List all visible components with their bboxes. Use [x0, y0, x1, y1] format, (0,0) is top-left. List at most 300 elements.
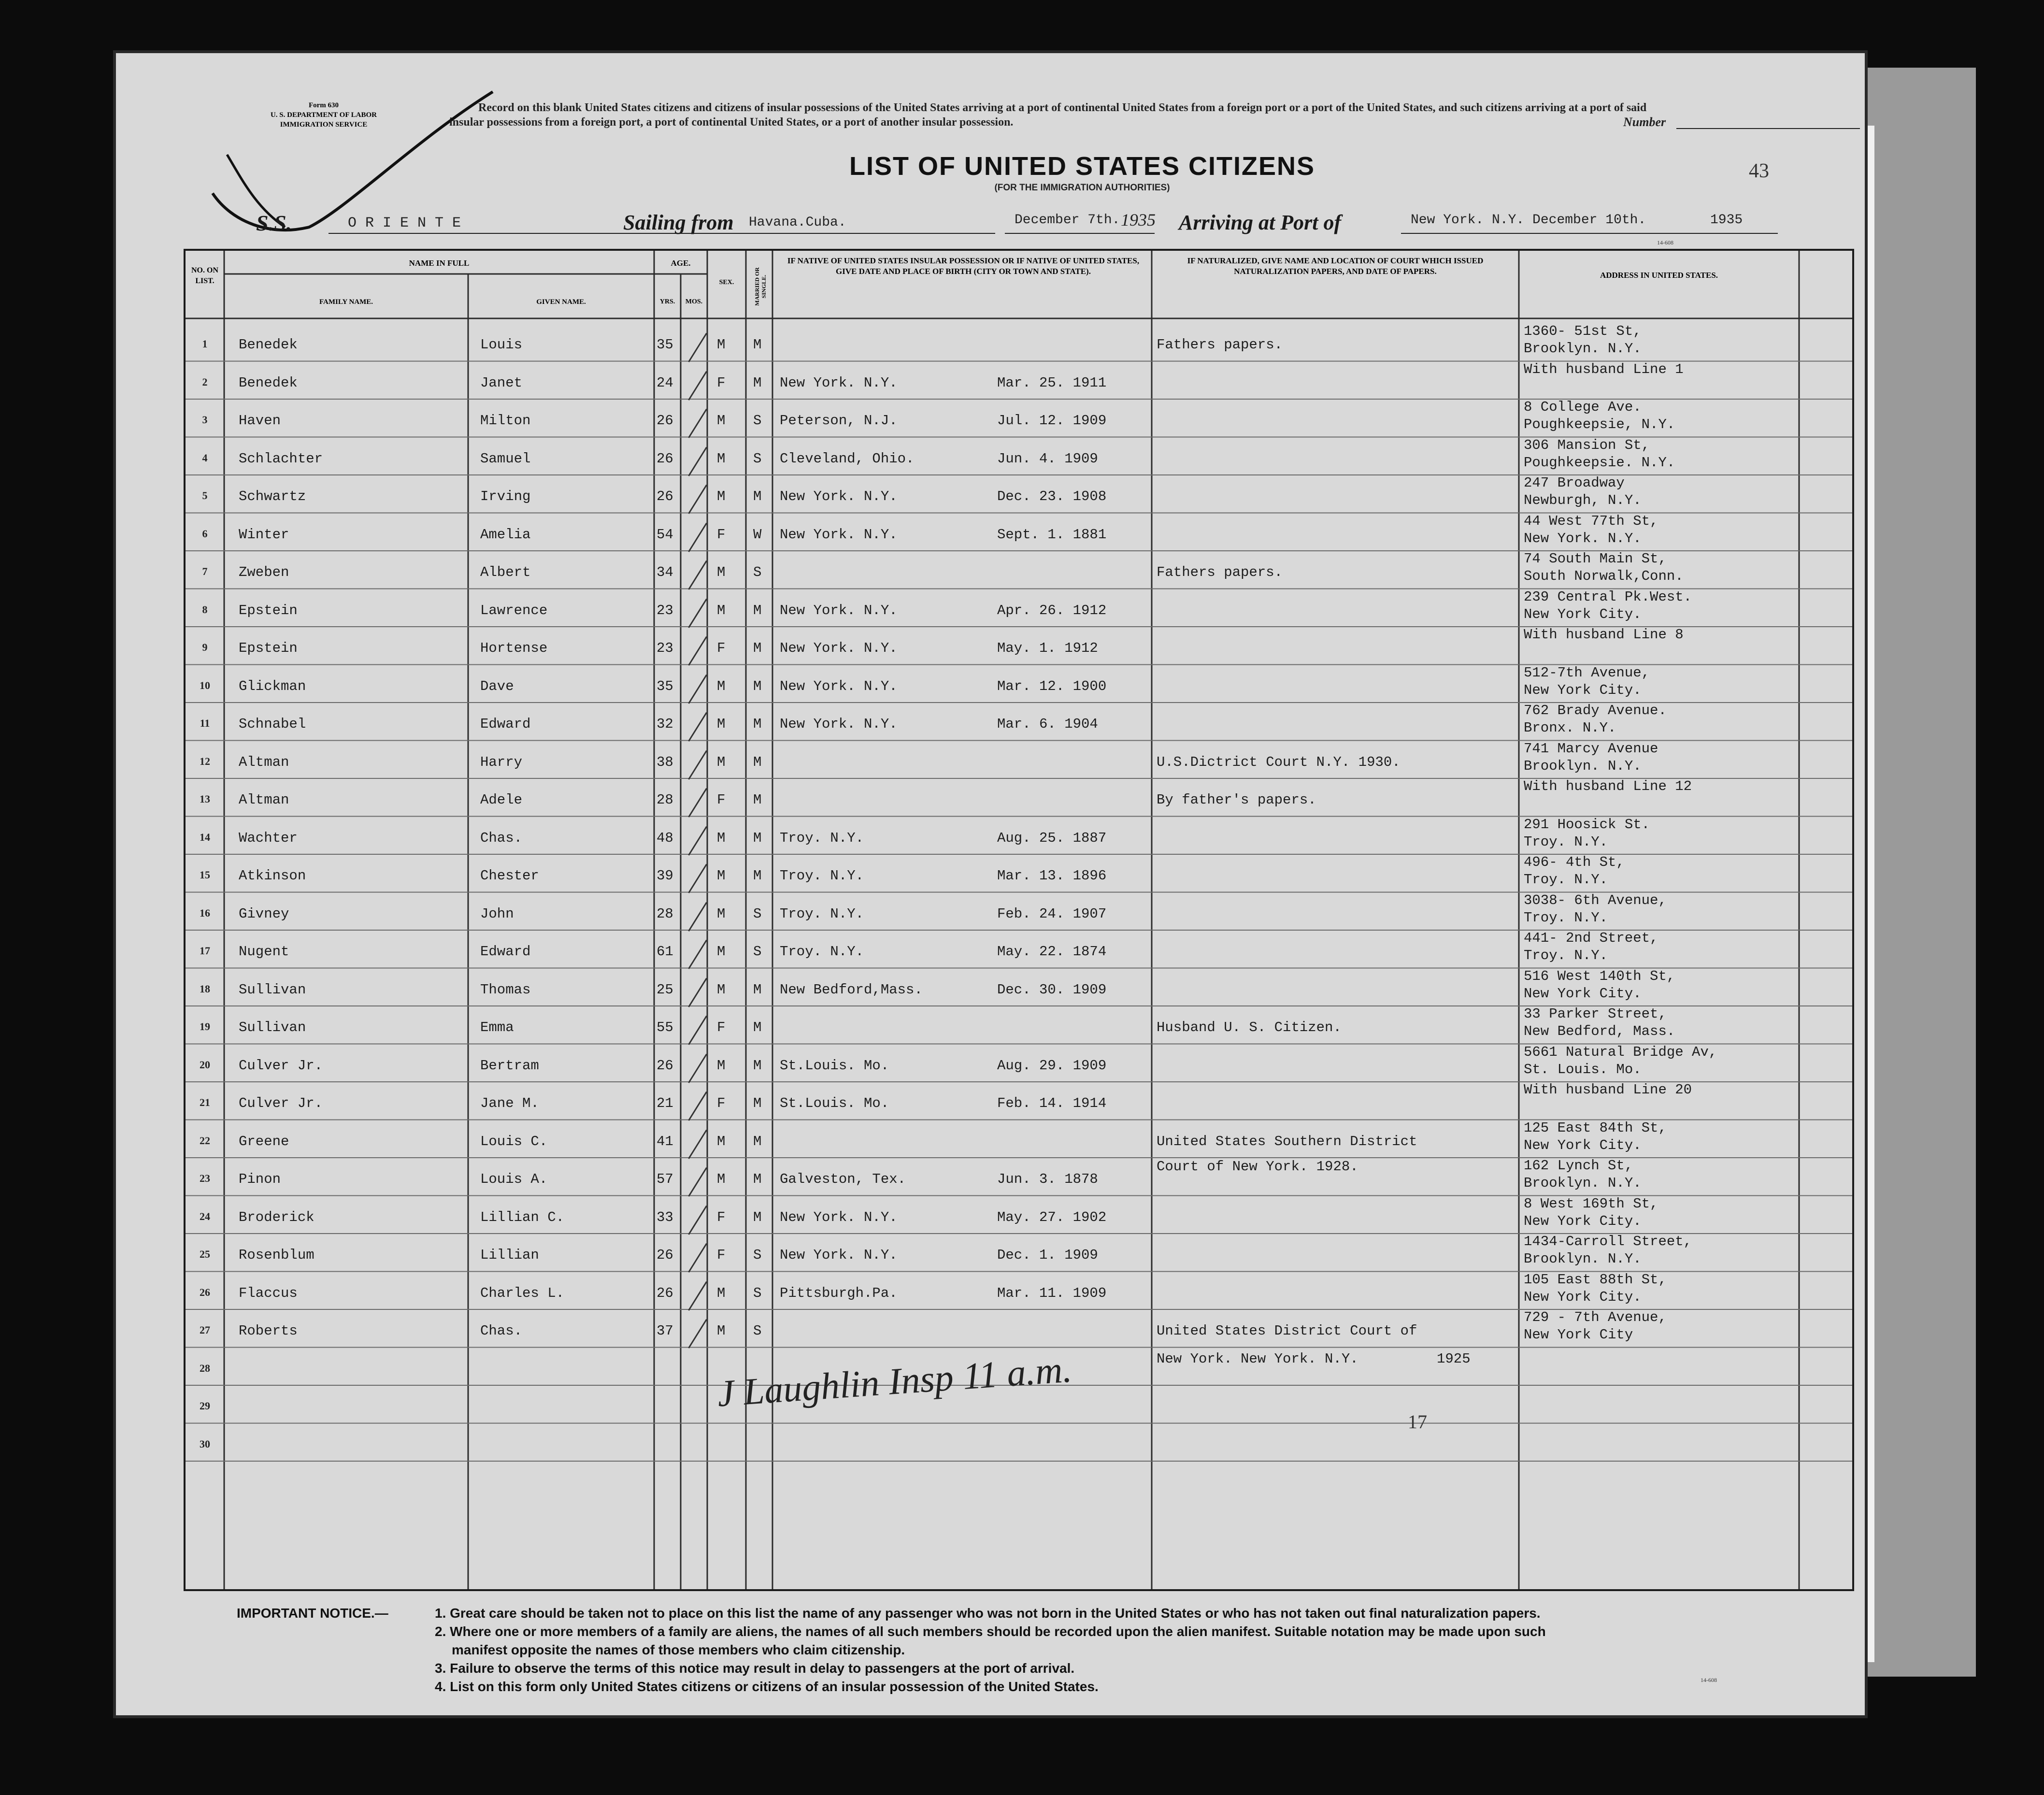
naturalization-cell: U.S.Dictrict Court N.Y. 1930. — [1157, 754, 1401, 770]
sex-cell: M — [717, 981, 726, 998]
sex-cell: M — [717, 1323, 726, 1339]
sex-cell: M — [717, 830, 726, 846]
address-line-1-cell: 8 College Ave. — [1524, 399, 1642, 415]
sailing-date-line — [1005, 233, 1155, 234]
address-line-1-cell: 1360- 51st St, — [1524, 323, 1642, 339]
birthdate-cell: Dec. 30. 1909 — [997, 981, 1107, 998]
address-line-1-cell: 105 East 88th St, — [1524, 1271, 1667, 1288]
birthplace-cell: St.Louis. Mo. — [780, 1095, 889, 1111]
birthdate-cell: Mar. 11. 1909 — [997, 1285, 1107, 1301]
sex-cell: M — [717, 716, 726, 732]
family-name-cell: Roberts — [239, 1323, 298, 1339]
family-name-cell: Flaccus — [239, 1285, 298, 1301]
marital-status-cell: M — [753, 337, 762, 353]
number-field-line — [1676, 128, 1860, 129]
naturalization-cell: United States District Court of — [1157, 1323, 1417, 1339]
row-number-cell: 27 — [200, 1324, 210, 1336]
family-name-cell: Atkinson — [239, 868, 306, 884]
row-number-cell: 12 — [200, 755, 210, 767]
marital-status-cell: S — [753, 905, 762, 922]
number-label: Number — [1623, 115, 1666, 129]
age-cell: 37 — [657, 1323, 673, 1339]
address-line-1-cell: 762 Brady Avenue. — [1524, 703, 1667, 718]
given-name-cell: Milton — [480, 413, 531, 429]
address-line-1-cell: 44 West 77th St, — [1524, 513, 1658, 529]
marital-status-cell: M — [753, 1171, 762, 1187]
birthplace-cell: New York. N.Y. — [780, 1247, 898, 1263]
sex-cell: M — [717, 1285, 726, 1301]
marital-status-cell: M — [753, 678, 762, 694]
address-line-1-cell: With husband Line 12 — [1524, 778, 1692, 794]
marital-status-cell: M — [753, 640, 762, 656]
family-name-cell: Schlachter — [239, 450, 323, 467]
col-yrs-header: YRS. — [659, 298, 675, 305]
address-line-2-cell: Troy. N.Y. — [1524, 909, 1608, 926]
page-number: 43 — [1749, 160, 1769, 182]
address-line-1-cell: 306 Mansion St, — [1524, 437, 1650, 453]
row-number-cell: 20 — [200, 1058, 210, 1071]
family-name-cell: Givney — [239, 905, 289, 922]
age-cell: 23 — [657, 640, 673, 656]
age-cell: 57 — [657, 1171, 673, 1187]
birthplace-cell: New York. N.Y. — [780, 488, 898, 504]
manifest-page — [116, 53, 1865, 1715]
marital-status-cell: S — [753, 413, 762, 429]
col-birth-header: IF NATIVE OF UNITED STATES INSULAR POSSESSION OR IF NATIVE OF UNITED STATES, GIVE DATE AND PLACE OF BIRTH (CITY OR TOWN AND STATE). — [787, 256, 1140, 276]
sailing-from-port: Havana.Cuba. — [749, 215, 846, 230]
print-code-bottom: 14-608 — [1701, 1677, 1717, 1683]
address-line-2-cell: New York City. — [1524, 682, 1642, 698]
family-name-cell: Benedek — [239, 337, 298, 353]
address-line-1-cell: 516 West 140th St, — [1524, 968, 1675, 984]
inspector-signature: J Laughlin Insp 11 a.m. — [715, 1348, 1073, 1415]
family-name-cell: Culver Jr. — [239, 1095, 323, 1111]
birthdate-cell: Jun. 4. 1909 — [997, 450, 1098, 467]
birthplace-cell: Cleveland, Ohio. — [780, 450, 915, 467]
row-number-cell: 1 — [202, 338, 208, 350]
family-name-cell: Winter — [239, 526, 289, 543]
address-line-1-cell: With husband Line 8 — [1524, 627, 1684, 643]
family-name-cell: Sullivan — [239, 981, 306, 998]
address-line-2-cell: Troy. N.Y. — [1524, 872, 1608, 888]
birthplace-cell: New York. N.Y. — [780, 678, 898, 694]
sailing-from-label: Sailing from — [623, 211, 734, 234]
birthdate-cell: Mar. 6. 1904 — [997, 716, 1098, 732]
birthdate-cell: Aug. 29. 1909 — [997, 1057, 1107, 1074]
notice-item-4: 4. List on this form only United States citizens or citizens of an insular possession of the United States. — [435, 1679, 1099, 1694]
age-cell: 54 — [657, 526, 673, 543]
sex-cell: F — [717, 640, 726, 656]
marital-status-cell: S — [753, 944, 762, 960]
notice-item-3: 3. Failure to observe the terms of this notice may result in delay to passengers at the port of arrival. — [435, 1661, 1075, 1676]
notice-item-2-cont: manifest opposite the names of those members who claim citizenship. — [452, 1642, 905, 1657]
birthdate-cell: Jul. 12. 1909 — [997, 413, 1107, 429]
row-number-cell: 2 — [202, 375, 208, 388]
col-naturalized-header: IF NATURALIZED, GIVE NAME AND LOCATION OF COURT WHICH ISSUED NATURALIZATION PAPERS, AND DATE OF PAPERS. — [1187, 256, 1484, 276]
arriving-label: Arriving at Port of — [1179, 211, 1342, 234]
marital-status-cell: S — [753, 450, 762, 467]
address-line-1-cell: 5661 Natural Bridge Av, — [1524, 1044, 1717, 1060]
sex-cell: M — [717, 1057, 726, 1074]
given-name-cell: Dave — [480, 678, 514, 694]
age-cell: 26 — [657, 1247, 673, 1263]
marital-status-cell: M — [753, 716, 762, 732]
given-name-cell: Edward — [480, 716, 531, 732]
sex-cell: M — [717, 678, 726, 694]
col-married-header: MARRIED OR SINGLE. — [754, 267, 767, 306]
naturalization-cell: Fathers papers. — [1157, 337, 1283, 353]
age-cell: 32 — [657, 716, 673, 732]
address-line-1-cell: 729 - 7th Avenue, — [1524, 1309, 1667, 1325]
given-name-cell: Chester — [480, 868, 539, 884]
col-family-header: FAMILY NAME. — [319, 298, 373, 306]
family-name-cell: Greene — [239, 1133, 289, 1149]
age-cell: 26 — [657, 1057, 673, 1074]
sex-cell: M — [717, 450, 726, 467]
address-line-1-cell: 1434-Carroll Street, — [1524, 1234, 1692, 1249]
page-title: LIST OF UNITED STATES CITIZENS — [849, 152, 1315, 181]
row-number-cell: 23 — [200, 1172, 210, 1184]
age-cell: 39 — [657, 868, 673, 884]
age-cell: 28 — [657, 905, 673, 922]
given-name-cell: Lillian C. — [480, 1209, 565, 1225]
age-cell: 23 — [657, 602, 673, 618]
given-name-cell: Charles L. — [480, 1285, 565, 1301]
address-line-2-cell: New York City. — [1524, 1289, 1642, 1305]
row-number-cell: 13 — [200, 793, 210, 805]
col-mos-header: MOS. — [685, 298, 703, 305]
row-number-cell: 17 — [200, 945, 210, 957]
address-line-2-cell: New Bedford, Mass. — [1524, 1023, 1675, 1039]
given-name-cell: Louis C. — [480, 1133, 548, 1149]
address-line-1-cell: 291 Hoosick St. — [1524, 816, 1650, 833]
birthdate-cell: Feb. 24. 1907 — [997, 905, 1107, 922]
marital-status-cell: M — [753, 374, 762, 391]
family-name-cell: Sullivan — [239, 1020, 306, 1035]
address-line-1-cell: 496- 4th St, — [1524, 854, 1625, 870]
birthdate-cell: Sept. 1. 1881 — [997, 526, 1107, 543]
notice-label: IMPORTANT NOTICE.— — [237, 1606, 388, 1621]
row-number-cell: 7 — [202, 565, 208, 577]
given-name-cell: Edward — [480, 944, 531, 960]
family-name-cell: Epstein — [239, 602, 298, 618]
family-name-cell: Pinon — [239, 1171, 281, 1187]
arriving-year: 1935 — [1710, 213, 1743, 228]
given-name-cell: Albert — [480, 564, 531, 580]
row-number-cell: 16 — [200, 906, 210, 919]
address-line-2-cell: St. Louis. Mo. — [1524, 1061, 1642, 1077]
row-number-cell: 9 — [202, 641, 208, 653]
address-line-2-cell: Troy. N.Y. — [1524, 948, 1608, 963]
address-line-1-cell: 512-7th Avenue, — [1524, 664, 1650, 681]
col-sex-header: SEX. — [719, 279, 734, 286]
address-line-1-cell: 3038- 6th Avenue, — [1524, 892, 1667, 908]
marital-status-cell: M — [753, 1020, 762, 1035]
row-number-cell: 21 — [200, 1096, 210, 1108]
address-line-2-cell: Brooklyn. N.Y. — [1524, 758, 1642, 774]
sailing-date: December 7th. — [1015, 213, 1120, 228]
manifest-table — [184, 249, 1854, 1591]
family-name-cell: Zweben — [239, 564, 289, 580]
given-name-cell: Adele — [480, 792, 523, 808]
birthplace-cell: Troy. N.Y. — [780, 944, 864, 960]
given-name-cell: Jane M. — [480, 1095, 539, 1111]
row-number-cell: 5 — [202, 489, 208, 502]
address-line-1-cell: 441- 2nd Street, — [1524, 930, 1658, 946]
sex-cell: F — [717, 1247, 726, 1263]
age-cell: 35 — [657, 337, 673, 353]
age-cell: 26 — [657, 413, 673, 429]
given-name-cell: Hortense — [480, 640, 548, 656]
row-number-cell: 8 — [202, 603, 208, 616]
birthplace-cell: Troy. N.Y. — [780, 830, 864, 846]
age-cell: 33 — [657, 1209, 673, 1225]
naturalization-cell: By father's papers. — [1157, 792, 1316, 808]
marital-status-cell: M — [753, 981, 762, 998]
birthplace-cell: New York. N.Y. — [780, 716, 898, 732]
birthdate-cell: Mar. 25. 1911 — [997, 374, 1107, 391]
age-cell: 41 — [657, 1133, 673, 1149]
address-line-2-cell: Brooklyn. N.Y. — [1524, 1251, 1642, 1267]
birthdate-cell: Aug. 25. 1887 — [997, 830, 1107, 846]
age-cell: 55 — [657, 1020, 673, 1035]
sex-cell: M — [717, 564, 726, 580]
service-name: IMMIGRATION SERVICE — [280, 121, 368, 129]
col-address-header: ADDRESS IN UNITED STATES. — [1600, 271, 1718, 280]
intro-text: Record on this blank United States citizens and citizens of insular possessions of the United States arriving at a port of continental United States from a foreign port or a port of the United States, and such citizens arriving at a port of said insular possessions from a foreign port, a port of continental United States, or a port of another insular possession. — [449, 101, 1647, 129]
sex-cell: F — [717, 526, 726, 543]
row-number-cell: 15 — [200, 869, 210, 881]
given-name-cell: Irving — [480, 488, 531, 504]
sex-cell: M — [717, 337, 726, 353]
birthplace-cell: Pittsburgh.Pa. — [780, 1285, 898, 1301]
birthdate-cell: May. 27. 1902 — [997, 1209, 1107, 1225]
birthdate-cell: Jun. 3. 1878 — [997, 1171, 1098, 1187]
birthplace-cell: New York. N.Y. — [780, 374, 898, 391]
row-number-cell: 28 — [200, 1362, 210, 1374]
sex-cell: M — [717, 602, 726, 618]
arriving-line — [1401, 233, 1778, 234]
sex-cell: F — [717, 1095, 726, 1111]
sex-cell: M — [717, 944, 726, 960]
sex-cell: F — [717, 1209, 726, 1225]
family-name-cell: Haven — [239, 413, 281, 429]
sex-cell: M — [717, 488, 726, 504]
marital-status-cell: S — [753, 564, 762, 580]
given-name-cell: Lawrence — [480, 602, 548, 618]
department-name: U. S. DEPARTMENT OF LABOR — [270, 111, 377, 119]
row-number-cell: 26 — [200, 1286, 210, 1298]
marital-status-cell: M — [753, 1209, 762, 1225]
address-line-2-cell: New York City. — [1524, 1213, 1642, 1229]
age-cell: 26 — [657, 450, 673, 467]
birthdate-cell: May. 22. 1874 — [997, 944, 1107, 960]
row-number-cell: 19 — [200, 1020, 210, 1033]
col-no-header: NO. ON LIST. — [191, 266, 218, 285]
family-name-cell: Altman — [239, 754, 289, 770]
family-name-cell: Altman — [239, 792, 289, 808]
family-name-cell: Broderick — [239, 1209, 314, 1225]
marital-status-cell: M — [753, 602, 762, 618]
row-number-cell: 3 — [202, 414, 208, 426]
page-edge-shadow — [1865, 68, 1976, 1677]
tally-number: 17 — [1408, 1411, 1427, 1433]
birthplace-cell: New York. N.Y. — [780, 640, 898, 656]
birthplace-cell: New York. N.Y. — [780, 526, 898, 543]
naturalization-cell: Fathers papers. — [1157, 564, 1283, 580]
sex-cell: F — [717, 792, 726, 808]
row-number-cell: 29 — [200, 1400, 210, 1412]
marital-status-cell: M — [753, 754, 762, 770]
ship-name: O R I E N T E — [348, 215, 461, 231]
birthplace-cell: Troy. N.Y. — [780, 905, 864, 922]
address-line-2-cell: Brooklyn. N.Y. — [1524, 1175, 1642, 1191]
given-name-cell: Amelia — [480, 526, 531, 543]
row-number-cell: 10 — [200, 679, 210, 691]
age-cell: 25 — [657, 981, 673, 998]
address-line-2-cell: New York City. — [1524, 606, 1642, 622]
address-line-2-cell: New York City — [1524, 1327, 1633, 1343]
given-name-cell: Chas. — [480, 830, 523, 846]
family-name-cell: Schwartz — [239, 488, 306, 504]
address-line-1-cell: 239 Central Pk.West. — [1524, 589, 1692, 605]
given-name-cell: Louis A. — [480, 1171, 548, 1187]
sex-cell: F — [717, 1020, 726, 1035]
row-number-cell: 11 — [200, 717, 210, 729]
age-cell: 21 — [657, 1095, 673, 1111]
age-cell: 26 — [657, 488, 673, 504]
marital-status-cell: W — [753, 526, 762, 543]
naturalization-cell: United States Southern District — [1157, 1133, 1417, 1149]
family-name-cell: Schnabel — [239, 716, 306, 732]
address-line-1-cell: 741 Marcy Avenue — [1524, 740, 1658, 757]
address-line-2-cell: New York. N.Y. — [1524, 530, 1642, 546]
address-line-1-cell: With husband Line 1 — [1524, 361, 1684, 377]
address-line-2-cell: New York City. — [1524, 1137, 1642, 1153]
sex-cell: F — [717, 374, 726, 391]
age-cell: 26 — [657, 1285, 673, 1301]
col-age-header: AGE. — [671, 258, 691, 268]
age-cell: 35 — [657, 678, 673, 694]
sex-cell: M — [717, 905, 726, 922]
marital-status-cell: M — [753, 868, 762, 884]
row-number-cell: 25 — [200, 1248, 210, 1260]
given-name-cell: John — [480, 905, 514, 922]
marital-status-cell: M — [753, 1133, 762, 1149]
age-cell: 28 — [657, 792, 673, 808]
birthdate-cell: Feb. 14. 1914 — [997, 1095, 1107, 1111]
page-subtitle: (FOR THE IMMIGRATION AUTHORITIES) — [994, 183, 1170, 193]
address-line-2-cell: Poughkeepsie. N.Y. — [1524, 454, 1675, 471]
sailing-year: 1935 — [1121, 210, 1156, 230]
given-name-cell: Thomas — [480, 981, 531, 998]
marital-status-cell: S — [753, 1247, 762, 1263]
birthplace-cell: St.Louis. Mo. — [780, 1057, 889, 1074]
given-name-cell: Bertram — [480, 1057, 539, 1074]
given-name-cell: Emma — [480, 1020, 514, 1035]
given-name-cell: Janet — [480, 374, 523, 391]
marital-status-cell: M — [753, 1095, 762, 1111]
birthdate-cell: Apr. 26. 1912 — [997, 602, 1107, 618]
naturalization-cell: Husband U. S. Citizen. — [1157, 1020, 1342, 1035]
address-line-2-cell: New York City. — [1524, 985, 1642, 1002]
family-name-cell: Culver Jr. — [239, 1057, 323, 1074]
form-number: Form 630 — [308, 101, 339, 109]
address-line-1-cell: 74 South Main St, — [1524, 551, 1667, 567]
row-number-cell: 14 — [200, 831, 210, 843]
col-given-header: GIVEN NAME. — [536, 298, 586, 306]
address-line-2-cell: Bronx. N.Y. — [1524, 720, 1616, 736]
naturalization-line-2: Court of New York. 1928. — [1157, 1159, 1358, 1175]
address-line-1-cell: With husband Line 20 — [1524, 1082, 1692, 1098]
family-name-cell: Rosenblum — [239, 1247, 314, 1263]
notice-item-2: 2. Where one or more members of a family are aliens, the names of all such members should be recorded upon the alien manifest. Suitable notation may be made upon such — [435, 1624, 1546, 1639]
address-line-1-cell: 247 Broadway — [1524, 475, 1625, 491]
address-line-2-cell: Poughkeepsie, N.Y. — [1524, 416, 1675, 432]
birthdate-cell: May. 1. 1912 — [997, 640, 1098, 656]
sex-cell: M — [717, 1171, 726, 1187]
age-cell: 48 — [657, 830, 673, 846]
marital-status-cell: M — [753, 830, 762, 846]
naturalization-year: 1925 — [1437, 1351, 1471, 1367]
birthdate-cell: Mar. 12. 1900 — [997, 678, 1107, 694]
naturalization-line-2: New York. New York. N.Y. — [1157, 1351, 1358, 1367]
print-code: 14-608 — [1657, 239, 1673, 246]
birthdate-cell: Dec. 23. 1908 — [997, 488, 1107, 504]
family-name-cell: Glickman — [239, 678, 306, 694]
family-name-cell: Benedek — [239, 374, 298, 391]
birthplace-cell: Peterson, N.J. — [780, 413, 898, 429]
row-number-cell: 22 — [200, 1134, 210, 1147]
row-number-cell: 30 — [200, 1437, 210, 1450]
marital-status-cell: S — [753, 1285, 762, 1301]
age-cell: 34 — [657, 564, 673, 580]
age-cell: 61 — [657, 944, 673, 960]
sex-cell: M — [717, 413, 726, 429]
col-name-header: NAME IN FULL — [409, 258, 470, 268]
address-line-2-cell: Brooklyn. N.Y. — [1524, 341, 1642, 357]
birthplace-cell: New Bedford,Mass. — [780, 981, 923, 998]
marital-status-cell: M — [753, 792, 762, 808]
marital-status-cell: M — [753, 1057, 762, 1074]
arriving-port: New York. N.Y. December 10th. — [1411, 213, 1646, 228]
address-line-2-cell: South Norwalk,Conn. — [1524, 568, 1684, 584]
row-number-cell: 4 — [202, 451, 208, 464]
address-line-1-cell: 8 West 169th St, — [1524, 1195, 1658, 1212]
sex-cell: M — [717, 1133, 726, 1149]
birthplace-cell: Troy. N.Y. — [780, 868, 864, 884]
row-number-cell: 24 — [200, 1210, 210, 1222]
given-name-cell: Harry — [480, 754, 523, 770]
age-cell: 24 — [657, 374, 673, 391]
birthplace-cell: New York. N.Y. — [780, 602, 898, 618]
family-name-cell: Wachter — [239, 830, 298, 846]
birthdate-cell: Dec. 1. 1909 — [997, 1247, 1098, 1263]
ss-label: S.S. — [256, 211, 292, 235]
given-name-cell: Chas. — [480, 1323, 523, 1339]
notice-item-1: 1. Great care should be taken not to place on this list the name of any passenger who was not born in the United States or who has not taken out final naturalization papers. — [435, 1606, 1541, 1621]
family-name-cell: Nugent — [239, 944, 289, 960]
family-name-cell: Epstein — [239, 640, 298, 656]
given-name-cell: Louis — [480, 337, 523, 353]
given-name-cell: Lillian — [480, 1247, 539, 1263]
given-name-cell: Samuel — [480, 450, 531, 467]
age-cell: 38 — [657, 754, 673, 770]
address-line-1-cell: 33 Parker Street, — [1524, 1006, 1667, 1022]
marital-status-cell: M — [753, 488, 762, 504]
address-line-1-cell: 125 East 84th St, — [1524, 1120, 1667, 1136]
marital-status-cell: S — [753, 1323, 762, 1339]
